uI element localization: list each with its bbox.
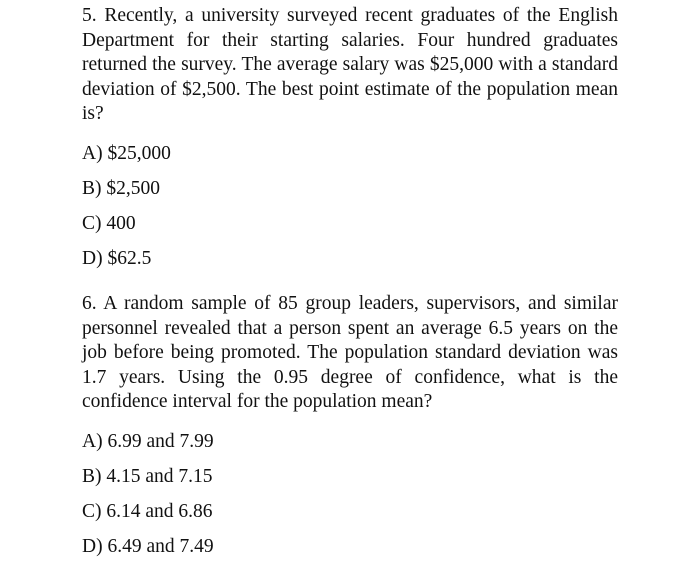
question-6-stem: 6. A random sample of 85 group leaders, supervisors, and similar personnel revealed that a person spent an average 6.5 years on the job before being promoted. The population standard deviation was 1.7 years. Using the 0.95 degree of confidence, what is the confidence interval for the population mean? bbox=[82, 292, 618, 413]
question-5-options bbox=[82, 136, 618, 276]
document-page bbox=[82, 4, 618, 564]
question-6-option-a: A) 6.99 and 7.99 bbox=[82, 430, 214, 452]
question-6-options bbox=[82, 424, 618, 564]
question-5-option-a: A) $25,000 bbox=[82, 142, 171, 164]
question-6-option-b: B) 4.15 and 7.15 bbox=[82, 465, 213, 487]
question-5-option-c: C) 400 bbox=[82, 212, 136, 234]
question-5-stem: 5. Recently, a university surveyed recent graduates of the English Department for their starting salaries. Four hundred graduates returned the survey. The average salary was $25,000 with a standard deviation of $2,500. The best point estimate of the population mean is? bbox=[82, 5, 618, 125]
question-5 bbox=[82, 4, 618, 276]
question-6-option-c: C) 6.14 and 6.86 bbox=[82, 500, 213, 522]
question-6-option-d: D) 6.49 and 7.49 bbox=[82, 535, 214, 557]
question-6 bbox=[82, 292, 618, 564]
question-5-option-b: B) $2,500 bbox=[82, 177, 160, 199]
question-5-option-d: D) $62.5 bbox=[82, 247, 152, 269]
